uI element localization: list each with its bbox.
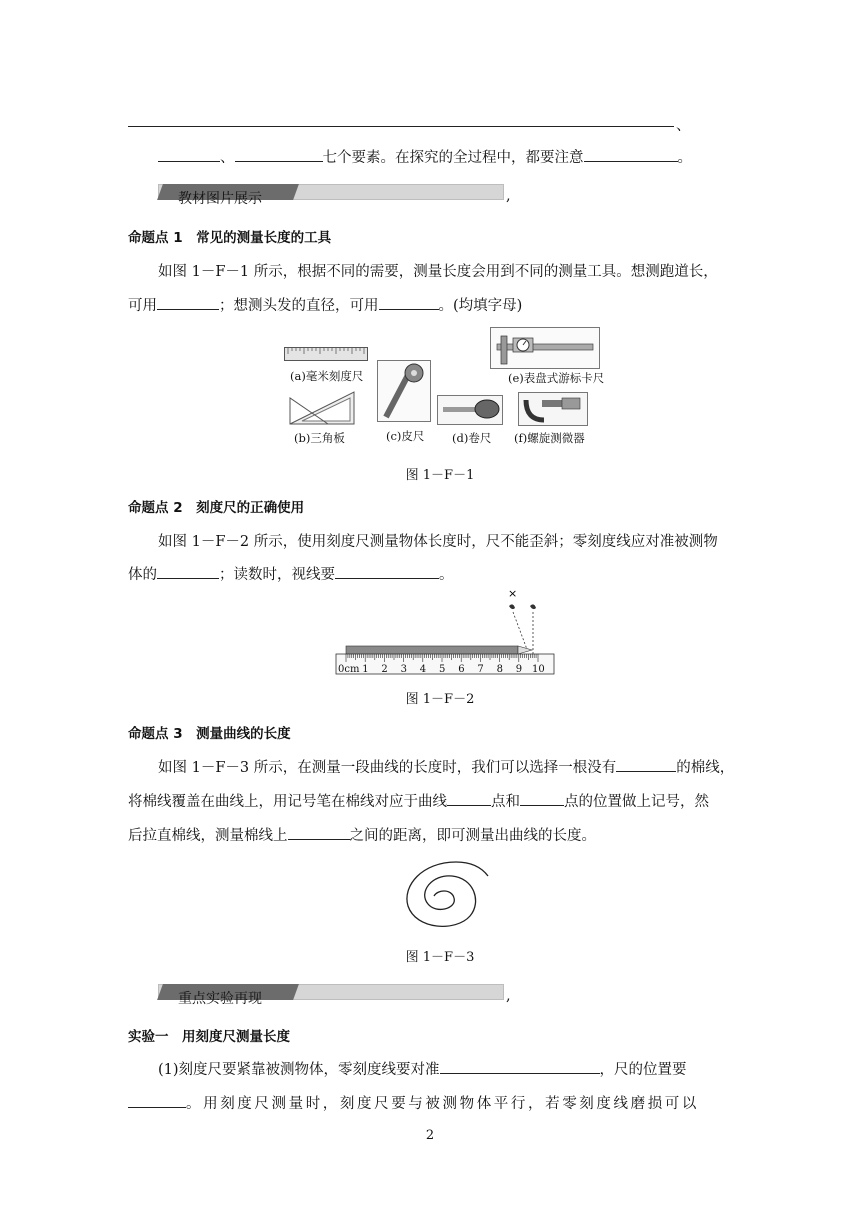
exp1-line2 [128,1092,740,1113]
figure3-caption: 图 1－F－3 [405,950,475,965]
intro-blank-long[interactable] [128,112,674,127]
tool-caption-d: (d)卷尺 [452,431,492,445]
ruler-number-label: 5 [439,664,446,675]
exp1-line2-text: 。用刻度尺测量时，刻度尺要与被测物体平行，若零刻度线磨损可以 [186,1096,699,1112]
tool-caption-f: (f)螺旋测微器 [514,431,585,445]
point3-line1 [158,756,770,777]
eye-icon-right [530,604,536,609]
figure2-caption: 图 1－F－2 [405,692,475,707]
vernier-caliper-image [490,327,600,369]
point3-heading: 命题点 3 测量曲线的长度 [128,726,291,742]
exp1-line1-a: (1)刻度尺要紧靠被测物体，零刻度线要对准 [158,1062,440,1078]
banner-title: 重点实验再现 [178,991,262,1007]
banner-title: 教材图片展示 [178,191,262,207]
eye-cross-mark: × [508,587,518,600]
point3-blank-3[interactable] [520,790,564,806]
ruler-number-label: 7 [477,664,484,675]
intro-line-2 [158,146,770,167]
intro-tail-mark: 、 [676,118,691,134]
tool-caption-b: (b)三角板 [294,431,345,445]
point3-line2-b: 点和 [491,794,520,810]
point3-blank-1[interactable] [616,756,676,772]
point3-line1-a: 如图 1－F－3 所示，在测量一段曲线的长度时，我们可以选择一根没有 [158,760,617,776]
retractable-tape-image [437,395,503,425]
point2-line2-b: ；读数时，视线要 [219,567,335,583]
ruler-number-label: 3 [400,664,407,675]
ruler-reading-figure [334,584,558,680]
pencil [346,646,532,654]
point2-line1: 如图 1－F－2 所示，使用刻度尺测量物体长度时，尺不能歪斜；零刻度线应对准被测物 [158,534,718,550]
ruler-number-label: 10 [532,664,545,675]
point3-line3-b: 之间的距离，即可测量出曲线的长度。 [349,828,596,844]
point2-blank-2[interactable] [335,563,439,579]
leather-tape-image [377,360,431,422]
spiral-curve-figure [400,856,492,936]
intro-sep: 、 [220,150,235,166]
point3-line1-b: 的棉线， [676,760,735,776]
tool-caption-a: (a)毫米刻度尺 [290,369,364,383]
exp1-line1 [158,1058,770,1079]
exp1-blank-1[interactable] [440,1058,600,1074]
exp1-heading: 实验一 用刻度尺测量长度 [128,1029,290,1045]
intro-blank-3[interactable] [584,146,678,162]
point3-line2-c: 点的位置做上记号，然 [564,794,709,810]
page-number: 2 [425,1128,435,1143]
point2-line2 [128,563,740,584]
banner-comma: , [506,188,511,204]
exp1-blank-2[interactable] [128,1092,186,1108]
banner-comma: , [506,988,511,1004]
point3-line2-a: 将棉线覆盖在曲线上，用记号笔在棉线对应于曲线 [128,794,447,810]
exp1-line1-b: ，尺的位置要 [599,1062,687,1078]
intro-blank-2[interactable] [235,146,323,162]
point3-line3 [128,824,740,845]
point3-blank-2[interactable] [447,790,491,806]
ruler-number-label: 6 [458,664,465,675]
tool-caption-e: (e)表盘式游标卡尺 [508,371,605,385]
tool-caption-c: (c)皮尺 [386,429,425,443]
ruler-number-label: 2 [381,664,388,675]
point1-blank-1[interactable] [157,294,219,310]
point1-line2-b: ；想测头发的直径，可用 [219,298,379,314]
point2-blank-1[interactable] [157,563,219,579]
point2-line2-a: 体的 [128,567,157,583]
intro-blank-1[interactable] [158,146,220,162]
section-banner-key-experiments [158,984,502,1007]
point3-line2 [128,790,740,811]
ruler-number-label: 1 [362,664,369,675]
intro-line2-text: 七个要素。在探究的全过程中，都要注意 [322,150,584,166]
point3-blank-4[interactable] [288,824,350,840]
triangle-ruler-image [288,390,358,426]
micrometer-image [518,392,588,426]
figure1-caption: 图 1－F－1 [405,468,475,483]
point3-line3-a: 后拉直棉线，测量棉线上 [128,828,288,844]
point1-line2 [128,294,740,315]
point1-blank-2[interactable] [379,294,439,310]
ruler-number-label: 4 [419,664,427,675]
section-banner-textbook-images [158,184,502,207]
point2-heading: 命题点 2 刻度尺的正确使用 [128,500,305,516]
mm-ruler-image [284,347,368,363]
point1-line2-c: 。(均填字母) [438,298,523,314]
point2-line2-c: 。 [439,567,454,583]
ruler-number-label: 9 [515,664,523,675]
ruler-unit-label: 0cm [338,664,360,675]
ruler-number-label: 8 [496,664,503,675]
intro-line2-end: 。 [677,150,692,166]
point1-heading: 命题点 1 常见的测量长度的工具 [128,230,332,246]
point1-line1: 如图 1－F－1 所示，根据不同的需要，测量长度会用到不同的测量工具。想测跑道长， [158,264,718,280]
point1-line2-a: 可用 [128,298,157,314]
eye-icon-left [509,604,515,609]
